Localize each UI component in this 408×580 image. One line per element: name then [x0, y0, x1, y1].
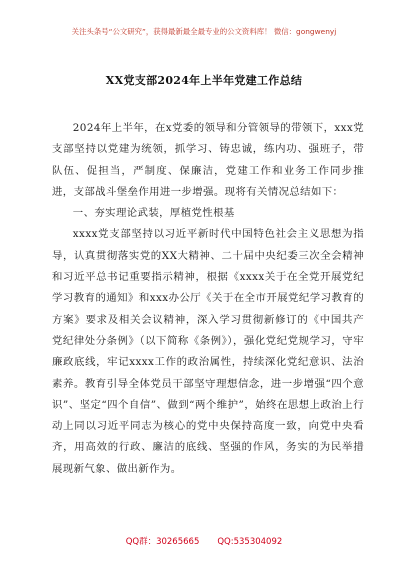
- document-body: [52, 118, 364, 480]
- header-promo-note: 关注头条号“公文研究”，获得最新最全最专业的公文资料库！ 微信：gongwenyj: [71, 27, 337, 36]
- document-title: XX党支部2024年上半年党建工作总结: [105, 74, 303, 87]
- intro-paragraph: 2024年上半年，在x党委的领导和分管领导的带领下，xxx党支部坚持以党建为统领，抓学习、铸忠诚，练内功、强班子，带队伍、促担当，严制度、保廉洁，党建工作和业务工作同步推进，支部战斗堡垒作用进一步增强。现将有关情况总结如下：: [52, 122, 364, 198]
- section-1-heading: 一、夯实理论武装，厚植党性根基: [72, 207, 235, 220]
- section-1-paragraph: xxxx党支部坚持以习近平新时代中国特色社会主义思想为指导，认真贯彻落实党的XX大精神、二十届中央纪委三次全会精神和习近平总书记重要指示精神，根据《xxxx关于在全党开展党纪学习教育的通知》和xxx办公厅《关于在全市开展党纪学习教育的方案》要求及相关会议精神，深入学习贯彻新修订的《中国共产党纪律处分条例》（以下简称《条例》），强化党纪党规学习，守牢廉政底线，牢记xxxx工作的政治属性，持续深化党纪意识、法治素养。教育引导全体党员干部坚守理想信念，进一步增强“四个意识”、坚定“四个自信”、做到“两个维护”，始终在思想上政治上行动上同以习近平同志为核心的党中央保持高度一致，向党中央看齐，用高效的行政、廉洁的底线、坚强的作风，务实的为民举措展现新气象、做出新作为。: [52, 228, 364, 475]
- footer-qq: QQ:535304092: [217, 537, 283, 547]
- footer-contact: [0, 535, 408, 547]
- footer-qq-group: QQ群：30265665: [125, 537, 200, 547]
